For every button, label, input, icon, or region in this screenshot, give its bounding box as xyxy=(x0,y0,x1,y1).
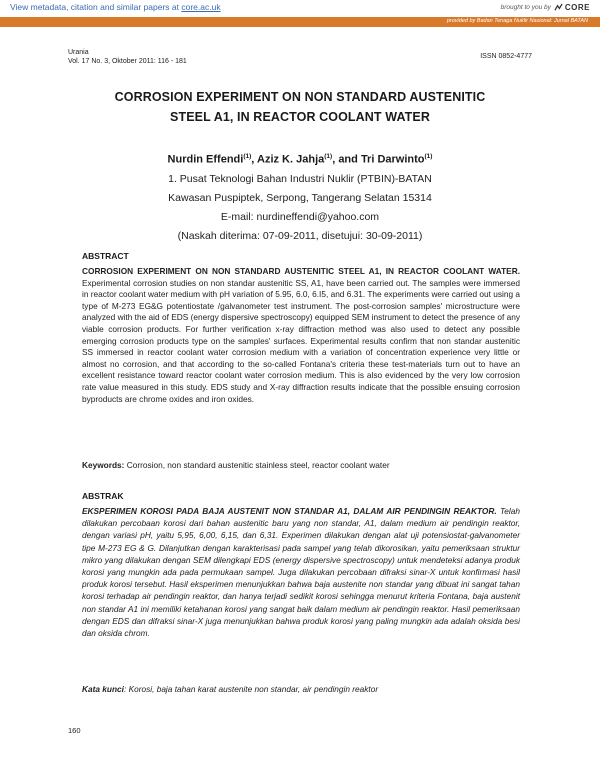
core-logo[interactable] xyxy=(554,3,590,12)
abstrak-body xyxy=(82,505,520,639)
core-logo-label: CORE xyxy=(564,3,590,12)
author-name: Nurdin Effendi xyxy=(167,153,244,166)
journal-info xyxy=(68,48,187,66)
author-name: Tri Darwinto xyxy=(360,153,425,166)
abstract-heading: ABSTRACT xyxy=(82,251,129,261)
affiliation-address: Kawasan Puspiptek, Serpong, Tangerang Selatan 15314 xyxy=(168,192,432,204)
abstrak-text: Telah dilakukan percobaan korosi dari bahan austenitic baru yang non standar, A1, dalam medium air pendingin reaktor, dengan variasi pH, yaitu 5,95, 6,00, 6,15, dan 6,31. Experimen dilakukan dengan alat uji potensiostat-galvanometer tipe M-273 EG & G. Dilanjutkan dengan karakterisasi pada sampel yang telah dikorosikan, yaitu pemeriksaan struktur mikro yang dilakukan dengan SEM dilengkapi EDS (energy dispersive spectroscopy) untuk mendeteksi adanya produk korosi yang mungkin ada pada permukaan sampel. Juga dilakukan percobaan difraksi sinar-X untuk konfirmasi hasil produk korosi tersebut. Hasil eksperimen menunjukkan bahwa baja austenite non standar yang dibuat ini sangat tahan korosi terhadap air pendingin reaktor, dan hanya terjadi sedikit korosi sehingga menurut kriteria Fontana, baja austenit non standar A1 ini memiliki ketahanan korosi yang sangat baik dalam medium air pendingin reaktor. Hasil pemeriksaan dengan EDS dan difraksi sinar-X juga menunjukkan bahwa produk korosi yang paling mungkin ada adalah oksida besi dan oksida chrom. xyxy=(82,506,520,639)
submission-dates: (Naskah diterima: 07-09-2011, disetujui: 30-09-2011) xyxy=(177,230,423,242)
affiliation-institution: 1. Pusat Teknologi Bahan Industri Nuklir (PTBIN)-BATAN xyxy=(168,173,432,185)
metadata-link-prefix: View metadata, citation and similar papers at xyxy=(10,2,182,12)
author-email: E-mail: nurdineffendi@yahoo.com xyxy=(220,211,380,223)
author-affil-mark: (1) xyxy=(424,153,433,160)
abstrak-heading: ABSTRAK xyxy=(82,491,124,501)
author-name: Aziz K. Jahja xyxy=(257,153,325,166)
kata-kunci-label: Kata kunci xyxy=(82,684,124,694)
keywords-label: Keywords: xyxy=(82,460,125,470)
core-site-link[interactable]: core.ac.uk xyxy=(181,2,221,12)
brought-to-you xyxy=(501,3,590,12)
core-banner xyxy=(0,0,600,16)
author-list xyxy=(0,153,600,166)
author-separator: , xyxy=(251,153,257,166)
paper-title-line2: STEEL A1, IN REACTOR COOLANT WATER xyxy=(170,110,430,124)
paper-title-line1: CORROSION EXPERIMENT ON NON STANDARD AUSTENITIC xyxy=(114,90,486,104)
author-separator: , and xyxy=(332,153,361,166)
page-number: 160 xyxy=(68,726,81,735)
kata-kunci-text: : Korosi, baja tahan karat austenite non standar, air pendingin reaktor xyxy=(123,684,379,694)
keywords-text: Corrosion, non standard austenitic stainless steel, reactor coolant water xyxy=(124,460,390,470)
abstract-text: Experimental corrosion studies on non standar austenitic SS, A1, have been carried out. The samples were immersed in reactor coolant water medium with pH variation of 5.95, 6.0, 6.I5, and 6.31. The experiments were carried out using a type of M-273 EG&G potentiostate /galvanometer test instrument. The post-corrosion samples' microstructure were analyzed with the aid of EDS (energy dispersive spectroscopy) equipped SEM instrument to detect the presence of any viable corrosion products. For further verification x-ray diffraction method was also used to detect any possible emerging corrosion products type on the samples' surfaces. Experimental results confirm that non standar austenitic SS immersed in reactor coolant water corrosion medium with a variation of concentration experience very little or almost no corrosion, and that according to the so-called Fontana's criteria these test-materials turn out to have an excellent resistance toward reactor coolant water corrosion medium. This is also evidenced by the very low corrosion rate value measured in this study. EDS study and X-ray diffraction results indicate that the possible ensuing corrosion byproducts are chrome oxides and iron oxides. xyxy=(82,277,520,404)
brought-to-you-label: brought to you by xyxy=(500,4,551,11)
abstrak-lead: EKSPERIMEN KOROSI PADA BAJA AUSTENIT NON STANDAR A1, DALAM AIR PENDINGIN REAKTOR. xyxy=(82,506,497,516)
core-logo-icon xyxy=(554,3,563,12)
issn: ISSN 0852-4777 xyxy=(480,53,532,60)
abstract-lead: CORROSION EXPERIMENT ON NON STANDARD AUSTENITIC STEEL A1, IN REACTOR COOLANT WATER. xyxy=(82,266,520,276)
metadata-link[interactable] xyxy=(10,2,221,12)
keywords xyxy=(82,460,390,470)
journal-volume: Vol. 17 No. 3, Oktober 2011: 116 - 181 xyxy=(68,58,187,65)
provider-bar xyxy=(0,17,600,27)
journal-name: Urania xyxy=(68,49,89,56)
author-affil-mark: (1) xyxy=(324,153,333,160)
abstract-body xyxy=(82,266,520,405)
kata-kunci xyxy=(82,684,378,694)
author-affil-mark: (1) xyxy=(243,153,252,160)
provider-text[interactable]: provided by Badan Tenaga Nuklir Nasional: Jurnal BATAN xyxy=(446,18,588,24)
